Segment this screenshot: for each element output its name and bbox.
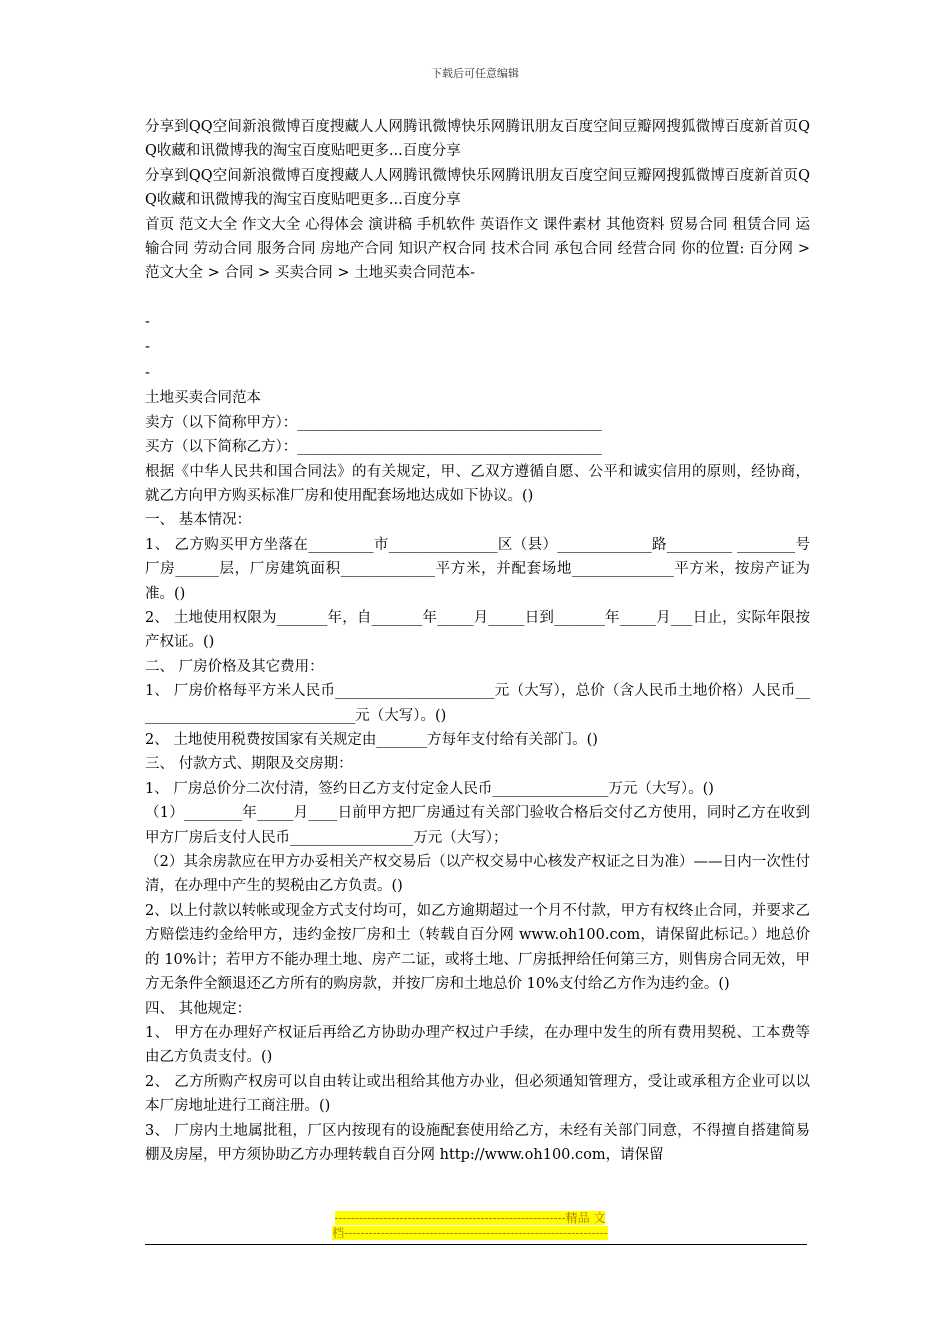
clause: （1）________年_____月____日前甲方把厂房通过有关部门验收合格后交付乙方使用，同时乙方在收到甲方厂房后支付人民币_________________万元（大写）； — [145, 805, 810, 846]
footer-watermark-line: ---------------------------------------------------------精品 文 — [334, 1211, 606, 1225]
document-body — [145, 115, 810, 1167]
clause: （2）其余房款应在甲方办妥相关产权交易后（以产权交易中心核发产权证之日为准）——日内一次性付清，在办理中产生的契税由乙方负责。() — [145, 854, 810, 895]
section-heading: 三、 付款方式、期限及交房期： — [145, 756, 353, 773]
preamble: 根据《中华人民共和国合同法》的有关规定，甲、乙双方遵循自愿、公平和诚实信用的原则，经协商，就乙方向甲方购买标准厂房和使用配套场地达成如下协议。() — [145, 463, 810, 504]
clause: 2、以上付款以转帐或现金方式支付均可，如乙方逾期超过一个月不付款，甲方有权终止合同，并要求乙方赔偿违约金给甲方，违约金按厂房和土（转载自百分网 www.oh100.com，请保留此标记。）地总价的 10%计；若甲方不能办理土地、房产二证，或将土地、厂房抵押给任何第三方，则售房合同无效，甲方无条件全额退还乙方所有的购房款，并按厂房和土地总价 10%支付给乙方作为违约金。() — [145, 902, 810, 993]
clause: 1、 乙方购买甲方坐落在_________市_______________区（县）_____________路_________ ________号厂房______层，厂房建筑面积_____________平方米，并配套场地______________平方米，按房产证为准。() — [145, 536, 810, 602]
section-heading: 一、 基本情况： — [145, 512, 252, 529]
section-heading: 二、 厂房价格及其它费用： — [145, 658, 324, 675]
spacer — [145, 286, 810, 310]
nav-breadcrumb-text: 首页 范文大全 作文大全 心得体会 演讲稿 手机软件 英语作文 课件素材 其他资料 贸易合同 租赁合同 运输合同 劳动合同 服务合同 房地产合同 知识产权合同 技术合同 承包合同 经营合同 你的位置: 百分网 > 范文大全 > 合同 > 买卖合同 > 土地买卖合同范本- — [145, 216, 810, 282]
clause: 2、 乙方所购产权房可以自由转让或出租给其他方办业，但必须通知管理方，受让或承租方企业可以以本厂房地址进行工商注册。() — [145, 1073, 810, 1115]
clause: 1、 厂房总价分二次付清，签约日乙方支付定金人民币________________万元（大写）。() — [145, 780, 714, 797]
clause: 3、 厂房内土地属批租，厂区内按现有的设施配套使用给乙方，未经有关部门同意，不得擅自搭建简易棚及房屋，甲方须协助乙方办理转载自百分网 http://www.oh100.com，请保留 — [145, 1122, 810, 1163]
section-heading: 四、 其他规定： — [145, 1000, 252, 1017]
footer-watermark — [300, 1211, 640, 1241]
dash-line: - — [145, 364, 150, 381]
seller-line: 卖方（以下简称甲方）：__________________________________________ — [145, 414, 602, 431]
share-line: 分享到QQ空间新浪微博百度搜藏人人网腾讯微博快乐网腾讯朋友百度空间豆瓣网搜狐微博百度新首页QQ收藏和讯微博我的淘宝百度贴吧更多...百度分享 — [145, 167, 810, 209]
clause: 1、 厂房价格每平方米人民币______________________元（大写），总价（含人民币土地价格）人民币_______________________________元（大写）。() — [145, 683, 810, 724]
document-title: 土地买卖合同范本 — [145, 390, 261, 407]
dash-line: - — [145, 339, 150, 356]
clause: 2、 土地使用权限为_______年，自_______年_____月_____日到_______年_____月___日止，实际年限按产权证。() — [145, 610, 810, 651]
dash-line: - — [145, 313, 150, 330]
header-note: 下载后可任意编辑 — [431, 67, 519, 80]
clause: 1、 甲方在办理好产权证后再给乙方协助办理产权过户手续，在办理中发生的所有费用契税、工本费等由乙方负责支付。() — [145, 1024, 810, 1066]
footer-rule — [145, 1244, 807, 1245]
buyer-line: 买方（以下简称乙方）：__________________________________________ — [145, 439, 602, 456]
share-line: 分享到QQ空间新浪微博百度搜藏人人网腾讯微博快乐网腾讯朋友百度空间豆瓣网搜狐微博百度新首页QQ收藏和讯微博我的淘宝百度贴吧更多...百度分享 — [145, 119, 810, 160]
clause: 2、 土地使用税费按国家有关规定由_______方每年支付给有关部门。() — [145, 732, 598, 749]
footer-watermark-line: 档----------------------------------------------------------------- — [332, 1226, 608, 1240]
